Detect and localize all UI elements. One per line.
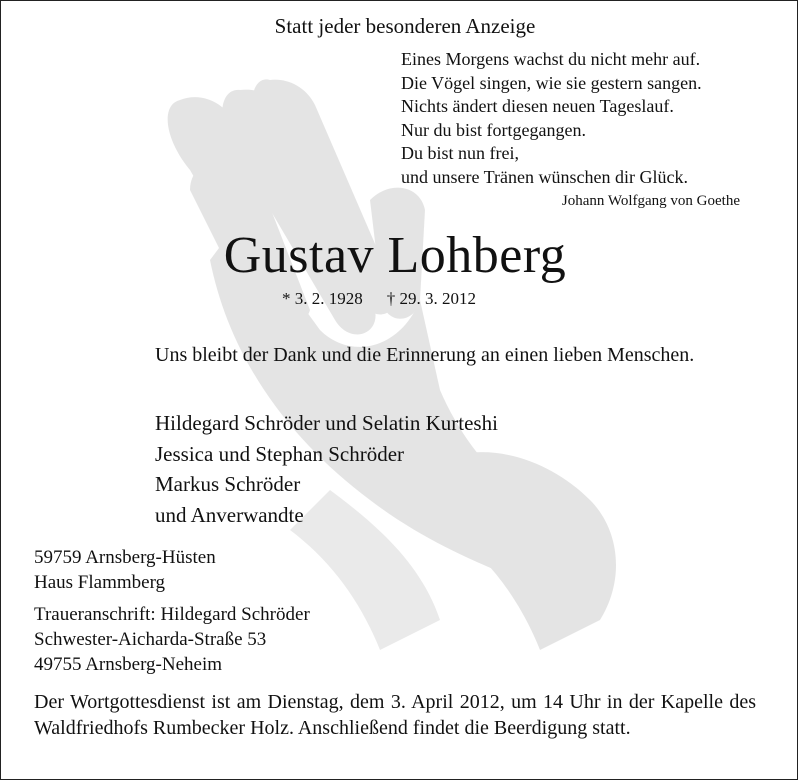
poem-line: Eines Morgens wachst du nicht mehr auf.	[401, 49, 701, 69]
service-info: Der Wortgottesdienst ist am Dienstag, dem 3. April 2012, um 14 Uhr in der Kapelle des Waldfriedhofs Rumbecker Holz. Anschließend findet die Beerdigung statt.	[34, 691, 756, 739]
deceased-name: Gustav Lohberg	[223, 227, 567, 284]
life-dates	[282, 289, 476, 309]
mourner-line: Hildegard Schröder und Selatin Kurteshi	[155, 411, 498, 435]
poem-line: Nur du bist fortgegangen.	[401, 119, 586, 140]
poem	[401, 48, 702, 190]
address-line: Haus Flammberg	[34, 572, 166, 593]
mourner-line: Markus Schröder	[155, 472, 301, 496]
poem-line: Nichts ändert diesen neuen Tageslauf.	[401, 96, 674, 117]
mourner-line: Jessica und Stephan Schröder	[155, 441, 405, 466]
mourner-line: und Anverwandte	[155, 502, 304, 527]
death-date: † 29. 3. 2012	[386, 289, 476, 308]
poem-author: Johann Wolfgang von Goethe	[561, 193, 740, 209]
birth-date: * 3. 2. 1928	[282, 289, 363, 308]
location-address	[34, 545, 216, 595]
address-line: 59759 Arnsberg-Hüsten	[34, 547, 216, 568]
poem-line: und unsere Tränen wünschen dir Glück.	[401, 166, 688, 187]
thanks-text: Uns bleibt der Dank und die Erinnerung an einen lieben Menschen.	[155, 344, 695, 366]
mourners-list	[155, 408, 498, 530]
address-line: Traueranschrift: Hildegard Schröder	[34, 604, 310, 625]
mourning-address	[34, 602, 310, 677]
address-line: 49755 Arnsberg-Neheim	[34, 654, 223, 675]
address-line: Schwester-Aicharda-Straße 53	[34, 629, 267, 650]
notice-header: Statt jeder besonderen Anzeige	[274, 14, 536, 38]
poem-line: Du bist nun frei,	[401, 143, 519, 164]
poem-line: Die Vögel singen, wie sie gestern sangen.	[401, 72, 702, 93]
